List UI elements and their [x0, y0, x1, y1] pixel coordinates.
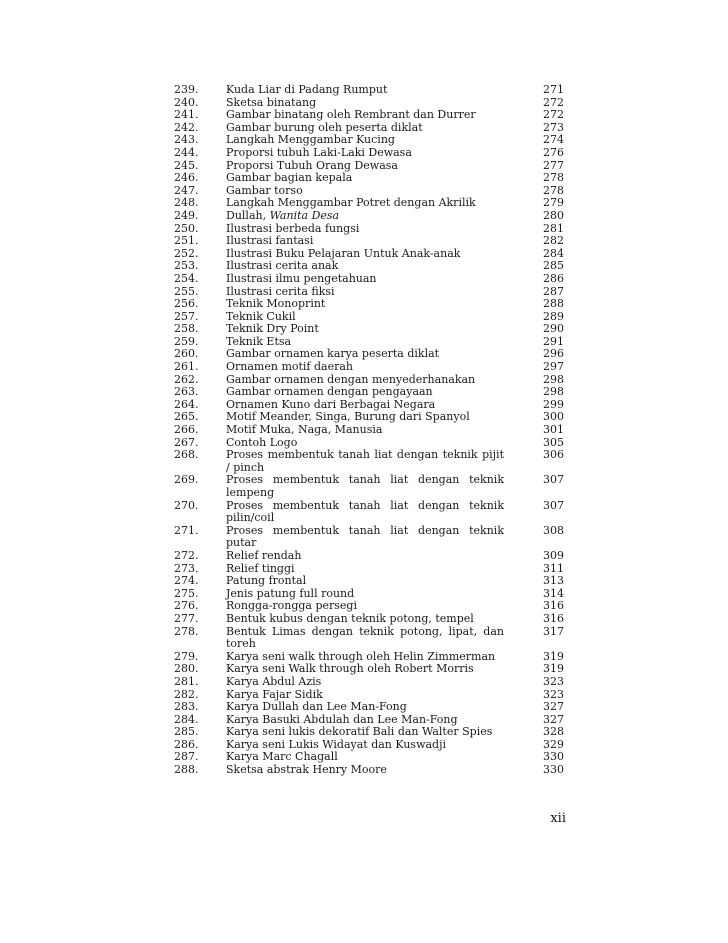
entry-number: 274.	[174, 574, 199, 588]
entry-title: Langkah Menggambar Potret dengan Akrilik	[226, 196, 476, 210]
toc-entry	[174, 84, 566, 97]
entry-title: Karya Fajar Sidik	[226, 687, 323, 701]
entry-page: 314	[543, 586, 564, 600]
entry-number: 257.	[174, 309, 199, 323]
entry-number: 260.	[174, 347, 199, 361]
entry-number: 242.	[174, 120, 199, 134]
entry-title: Gambar ornamen dengan menyederhanakan	[226, 372, 476, 386]
entry-page: 308	[543, 523, 564, 537]
entry-title: Karya Dullah dan Lee Man-Fong	[226, 700, 407, 714]
entry-page: 317	[543, 624, 564, 638]
entry-title: Ilustrasi cerita anak	[226, 259, 339, 273]
entry-title: Ilustrasi ilmu pengetahuan	[226, 271, 377, 285]
entry-page: 277	[543, 158, 564, 172]
entry-title: Gambar ornamen dengan pengayaan	[226, 385, 433, 399]
entry-number: 247.	[174, 183, 199, 197]
entry-title: Teknik Monoprint	[226, 297, 326, 311]
entry-title: Proporsi tubuh Laki-Laki Dewasa	[226, 145, 412, 159]
entry-number: 255.	[174, 284, 199, 298]
entry-number: 254.	[174, 271, 199, 285]
toc-entry	[174, 575, 566, 588]
entry-page: 319	[543, 649, 564, 663]
entry-page: 280	[543, 208, 564, 222]
entry-page: 282	[543, 234, 564, 248]
toc-entry	[174, 172, 566, 185]
entry-number: 278.	[174, 624, 199, 638]
entry-title: Motif Muka, Naga, Manusia	[226, 423, 383, 437]
toc-entry	[174, 323, 566, 336]
entry-title: Gambar torso	[226, 183, 303, 197]
entry-number: 284.	[174, 712, 199, 726]
toc-entry	[174, 626, 566, 651]
entry-number: 252.	[174, 246, 199, 260]
entry-number: 239.	[174, 83, 199, 96]
entry-title: Langkah Menggambar Kucing	[226, 133, 395, 147]
entry-page: 273	[543, 120, 564, 134]
entry-page: 278	[543, 183, 564, 197]
entry-page: 272	[543, 108, 564, 122]
entry-title: Karya Basuki Abdulah dan Lee Man-Fong	[226, 712, 458, 726]
entry-title: Gambar burung oleh peserta diklat	[226, 120, 423, 134]
entry-title: Proses membentuk tanah liat dengan teknik lempeng	[226, 473, 504, 499]
entry-number: 250.	[174, 221, 199, 235]
entry-title: Ilustrasi fantasi	[226, 234, 314, 248]
entry-title: Ilustrasi berbeda fungsi	[226, 221, 360, 235]
entry-page: 316	[543, 611, 564, 625]
entry-page: 298	[543, 372, 564, 386]
toc-entry	[174, 449, 566, 474]
entry-page: 279	[543, 196, 564, 210]
entry-title: Karya seni Walk through oleh Robert Morris	[226, 662, 474, 676]
entry-title: Karya Marc Chagall	[226, 750, 338, 764]
entry-number: 272.	[174, 548, 199, 562]
entry-page: 278	[543, 171, 564, 185]
entry-number: 264.	[174, 397, 199, 411]
entry-number: 283.	[174, 700, 199, 714]
entry-page: 289	[543, 309, 564, 323]
toc-entry	[174, 613, 566, 626]
entry-title: Relief tinggi	[226, 561, 295, 575]
entry-title: Teknik Etsa	[226, 334, 292, 348]
entry-number: 245.	[174, 158, 199, 172]
entry-title-text: Dullah,	[226, 208, 270, 222]
entry-number: 271.	[174, 523, 199, 537]
entry-page: 327	[543, 712, 564, 726]
entry-page: 291	[543, 334, 564, 348]
entry-title: Motif Meander, Singa, Burung dari Spanyol	[226, 410, 470, 424]
entry-number: 261.	[174, 360, 199, 374]
entry-number: 279.	[174, 649, 199, 663]
entry-title: Teknik Cukil	[226, 309, 296, 323]
entry-number: 280.	[174, 662, 199, 676]
entry-page: 281	[543, 221, 564, 235]
toc-entry	[174, 386, 566, 399]
entry-title: Karya seni Lukis Widayat dan Kuswadji	[226, 737, 447, 751]
toc-entry	[174, 474, 566, 499]
entry-number: 270.	[174, 498, 199, 512]
entry-title: Ornamen motif daerah	[226, 360, 354, 374]
entry-page: 296	[543, 347, 564, 361]
entry-number: 288.	[174, 763, 199, 777]
entry-title: Ilustrasi cerita fiksi	[226, 284, 335, 298]
toc-entry	[174, 726, 566, 739]
entry-page: 307	[543, 498, 564, 512]
entry-title: Patung frontal	[226, 574, 307, 588]
entry-number: 246.	[174, 171, 199, 185]
toc-entry	[174, 764, 566, 777]
toc-entry	[174, 235, 566, 248]
entry-page: 330	[543, 763, 564, 777]
entry-title: Contoh Logo	[226, 435, 298, 449]
toc-entry	[174, 361, 566, 374]
entry-title-italic: Wanita Desa	[269, 208, 340, 222]
entry-title: Sketsa abstrak Henry Moore	[226, 763, 387, 777]
toc-entry	[174, 525, 566, 550]
entry-number: 267.	[174, 435, 199, 449]
entry-page: 271	[543, 83, 564, 96]
entry-page: 316	[543, 599, 564, 613]
entry-page: 276	[543, 145, 564, 159]
toc-entry	[174, 701, 566, 714]
entry-number: 241.	[174, 108, 199, 122]
entry-title: Karya seni walk through oleh Helin Zimmerman	[226, 649, 496, 663]
entry-title: Proporsi Tubuh Orang Dewasa	[226, 158, 398, 172]
entry-page: 285	[543, 259, 564, 273]
toc-entry	[174, 147, 566, 160]
entry-page: 287	[543, 284, 564, 298]
toc-entry	[174, 550, 566, 563]
list-of-figures	[174, 84, 566, 777]
entry-title: Proses membentuk tanah liat dengan teknik pilin/coil	[226, 498, 504, 525]
entry-number: 259.	[174, 334, 199, 348]
entry-page: 288	[543, 297, 564, 311]
entry-page: 311	[543, 561, 564, 575]
entry-title: Kuda Liar di Padang Rumput	[226, 83, 388, 96]
toc-entry	[174, 676, 566, 689]
entry-number: 268.	[174, 448, 199, 462]
entry-title: Proses membentuk tanah liat dengan teknik putar	[226, 523, 504, 550]
entry-title: Rongga-rongga persegi	[226, 599, 357, 613]
entry-number: 256.	[174, 297, 199, 311]
entry-page: 309	[543, 548, 564, 562]
entry-number: 286.	[174, 737, 199, 751]
entry-page: 301	[543, 423, 564, 437]
entry-title	[226, 210, 504, 223]
entry-title: Ornamen Kuno dari Berbagai Negara	[226, 397, 436, 411]
entry-title: Ilustrasi Buku Pelajaran Untuk Anak-anak	[226, 246, 461, 260]
entry-number: 282.	[174, 687, 199, 701]
entry-number: 276.	[174, 599, 199, 613]
entry-number: 253.	[174, 259, 199, 273]
page-number: xii	[550, 811, 566, 826]
entry-title: Bentuk Limas dengan teknik potong, lipat, dan toreh	[226, 624, 504, 651]
entry-number: 243.	[174, 133, 199, 147]
entry-number: 244.	[174, 145, 199, 159]
entry-page: 330	[543, 750, 564, 764]
entry-page: 327	[543, 700, 564, 714]
entry-number: 285.	[174, 725, 199, 739]
entry-page: 323	[543, 674, 564, 688]
entry-number: 248.	[174, 196, 199, 210]
entry-page: 300	[543, 410, 564, 424]
toc-entry	[174, 424, 566, 437]
entry-number: 273.	[174, 561, 199, 575]
entry-page: 290	[543, 322, 564, 336]
entry-number: 263.	[174, 385, 199, 399]
entry-page: 272	[543, 95, 564, 109]
toc-entry	[174, 500, 566, 525]
entry-number: 275.	[174, 586, 199, 600]
toc-entry	[174, 210, 566, 223]
entry-number: 265.	[174, 410, 199, 424]
toc-entry	[174, 109, 566, 122]
entry-page: 307	[543, 473, 564, 487]
entry-number: 258.	[174, 322, 199, 336]
entry-number: 240.	[174, 95, 199, 109]
toc-entry	[174, 273, 566, 286]
entry-title: Karya seni lukis dekoratif Bali dan Walter Spies	[226, 725, 493, 739]
entry-number: 262.	[174, 372, 199, 386]
entry-page: 299	[543, 397, 564, 411]
entry-number: 251.	[174, 234, 199, 248]
entry-number: 269.	[174, 473, 199, 487]
entry-title: Sketsa binatang	[226, 95, 317, 109]
entry-title: Proses membentuk tanah liat dengan teknik pijit / pinch	[226, 448, 504, 474]
entry-page: 328	[543, 725, 564, 739]
entry-title: Gambar bagian kepala	[226, 171, 353, 185]
entry-page: 313	[543, 574, 564, 588]
entry-title: Bentuk kubus dengan teknik potong, tempel	[226, 611, 474, 625]
entry-title: Relief rendah	[226, 548, 302, 562]
entry-number: 266.	[174, 423, 199, 437]
entry-title: Teknik Dry Point	[226, 322, 319, 336]
entry-page: 323	[543, 687, 564, 701]
entry-page: 274	[543, 133, 564, 147]
entry-page: 329	[543, 737, 564, 751]
entry-title: Karya Abdul Azis	[226, 674, 322, 688]
entry-page: 305	[543, 435, 564, 449]
entry-number: 287.	[174, 750, 199, 764]
entry-page: 286	[543, 271, 564, 285]
entry-number: 277.	[174, 611, 199, 625]
toc-entry	[174, 298, 566, 311]
entry-page: 284	[543, 246, 564, 260]
entry-title: Gambar ornamen karya peserta diklat	[226, 347, 440, 361]
entry-title: Jenis patung full round	[226, 586, 355, 600]
entry-page: 319	[543, 662, 564, 676]
entry-page: 297	[543, 360, 564, 374]
entry-number: 249.	[174, 208, 199, 222]
entry-page: 298	[543, 385, 564, 399]
entry-number: 281.	[174, 674, 199, 688]
entry-title: Gambar binatang oleh Rembrant dan Durrer	[226, 108, 476, 122]
entry-page: 306	[543, 448, 564, 462]
